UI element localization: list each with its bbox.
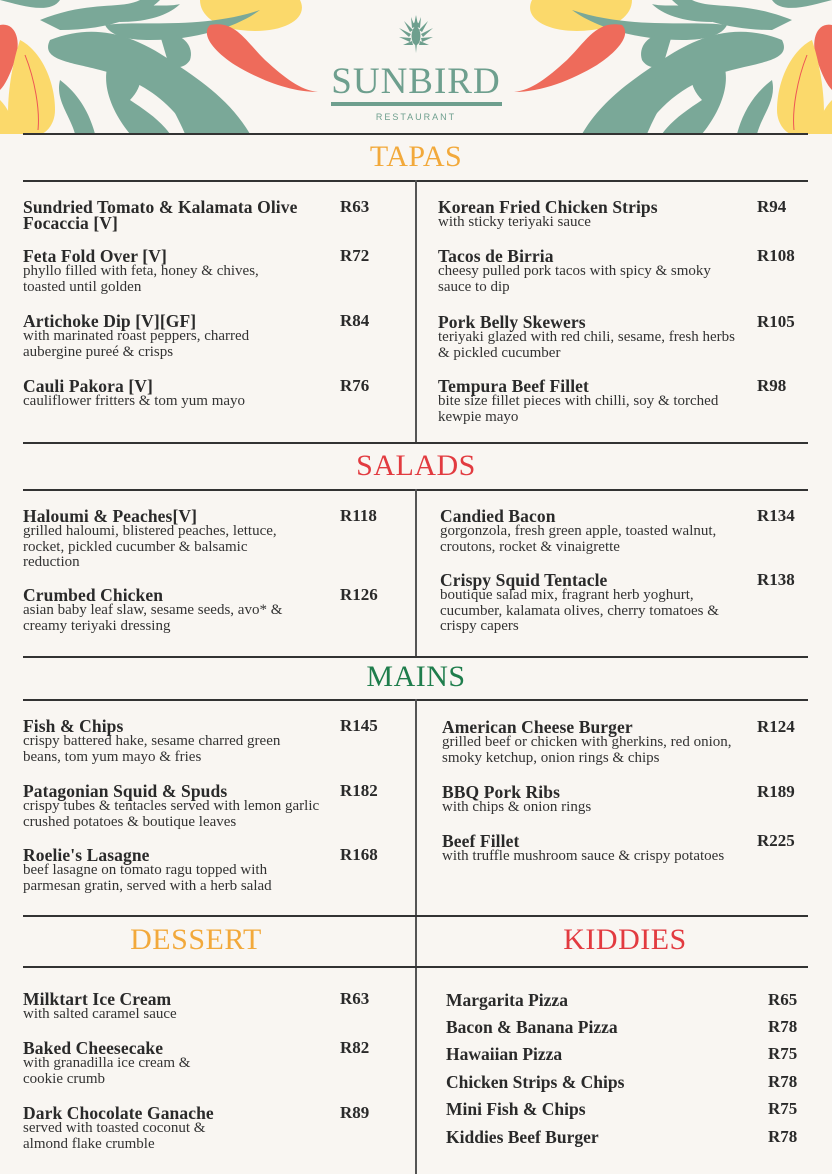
divider (23, 966, 808, 968)
item-description: with chips & onion rings (442, 799, 592, 815)
item-name: Baked Cheesecake (23, 1038, 164, 1058)
brand-subtitle: RESTAURANT (375, 112, 457, 122)
tapas-menu-item (438, 199, 658, 231)
item-description: beans, tom yum mayo & fries (23, 748, 202, 765)
item-description: almond flake crumble (23, 1135, 155, 1152)
divider (23, 133, 808, 135)
item-description: served with toasted coconut & (23, 1120, 206, 1136)
tapas-menu-item (23, 378, 245, 410)
item-description: boutique salad mix, fragrant herb yoghurt, (440, 587, 694, 603)
item-name: Roelie's Lasagne (23, 845, 150, 865)
item-name: Fish & Chips (23, 716, 124, 736)
salads-menu-item (23, 508, 277, 571)
brand-divider (331, 102, 502, 106)
dessert-menu-item (23, 991, 177, 1023)
kiddies-item-name: Chicken Strips & Chips (446, 1072, 625, 1092)
item-name: Candied Bacon (440, 506, 556, 526)
item-description: crispy capers (440, 618, 519, 635)
item-description: asian baby leaf slaw, sesame seeds, avo* & (23, 602, 283, 618)
item-description: phyllo filled with feta, honey & chives, (23, 263, 259, 279)
item-price: R98 (757, 376, 787, 395)
kiddies-item-price: R78 (768, 1072, 798, 1091)
item-price: R182 (340, 781, 378, 800)
item-description: crispy tubes & tentacles served with lemon garlic (23, 798, 320, 814)
section-title-mains: MAINS (366, 660, 466, 693)
item-name: Artichoke Dip [V][GF] (23, 311, 197, 331)
item-price: R105 (757, 312, 795, 331)
item-name-line2: Focaccia [V] (23, 213, 118, 233)
kiddies-item-name: Hawaiian Pizza (446, 1044, 563, 1064)
tapas-menu-item (438, 378, 718, 425)
item-name: Dark Chocolate Ganache (23, 1103, 214, 1123)
item-name: Tacos de Birria (438, 246, 554, 266)
tapas-menu-item (438, 314, 735, 361)
section-title-dessert: DESSERT (130, 923, 262, 956)
brand-name: SUNBIRD (331, 61, 501, 102)
item-description: grilled haloumi, blistered peaches, lettuce, (23, 523, 277, 539)
section-title-salads: SALADS (356, 449, 476, 482)
item-description: toasted until golden (23, 278, 142, 295)
item-price: R134 (757, 506, 795, 525)
item-name: Patagonian Squid & Spuds (23, 781, 228, 801)
item-description: bite size fillet pieces with chilli, soy & torched (438, 393, 719, 409)
item-price: R168 (340, 845, 378, 864)
kiddies-item-price: R65 (768, 990, 798, 1009)
item-description: with sticky teriyaki sauce (438, 214, 591, 230)
item-description: crushed potatoes & boutique leaves (23, 813, 237, 830)
divider (23, 656, 808, 658)
item-price: R124 (757, 717, 795, 736)
item-description: cauliflower fritters & tom yum mayo (23, 393, 246, 409)
kiddies-item-price: R78 (768, 1017, 798, 1036)
item-name: Haloumi & Peaches[V] (23, 506, 198, 526)
item-price: R63 (340, 989, 370, 1008)
section-title-kiddies: KIDDIES (563, 923, 687, 956)
item-name: Crispy Squid Tentacle (440, 570, 608, 590)
item-price: R138 (757, 570, 795, 589)
item-price: R82 (340, 1038, 370, 1057)
item-description: aubergine pureé & crisps (23, 343, 174, 360)
item-name: Korean Fried Chicken Strips (438, 197, 658, 217)
item-description: creamy teriyaki dressing (23, 617, 171, 634)
item-name: Sundried Tomato & Kalamata Olive (23, 197, 298, 217)
item-name: Beef Fillet (442, 831, 520, 851)
column-divider (415, 489, 417, 656)
item-description: gorgonzola, fresh green apple, toasted walnut, (440, 523, 717, 539)
tapas-menu-item (23, 248, 259, 295)
item-description: crispy battered hake, sesame charred green (23, 733, 281, 749)
item-price: R189 (757, 782, 795, 801)
item-price: R145 (340, 716, 378, 735)
mains-menu-item (442, 784, 591, 816)
item-description: cucumber, kalamata olives, cherry tomatoes & (440, 602, 719, 619)
item-description: smoky ketchup, onion rings & chips (442, 749, 660, 766)
item-price: R84 (340, 311, 370, 330)
item-price: R63 (340, 197, 370, 216)
salads-menu-item (23, 587, 282, 634)
item-description: reduction (23, 554, 80, 571)
item-name: Cauli Pakora [V] (23, 376, 153, 396)
section-title-tapas: TAPAS (369, 140, 463, 173)
item-description: with truffle mushroom sauce & crispy potatoes (442, 848, 725, 864)
mains-menu-item (442, 833, 724, 865)
item-description: beef lasagne on tomato ragu topped with (23, 862, 268, 878)
item-description: teriyaki glazed with red chili, sesame, fresh herbs (438, 329, 735, 345)
item-name: Milktart Ice Cream (23, 989, 172, 1009)
item-description: grilled beef or chicken with gherkins, red onion, (442, 734, 732, 750)
kiddies-item-price: R75 (768, 1044, 798, 1063)
item-name: Tempura Beef Fillet (438, 376, 589, 396)
kiddies-item-price: R78 (768, 1127, 798, 1146)
item-description: cookie crumb (23, 1070, 106, 1087)
item-name: Pork Belly Skewers (438, 312, 586, 332)
item-price: R72 (340, 246, 370, 265)
item-description: cheesy pulled pork tacos with spicy & smoky (438, 263, 711, 279)
item-price: R108 (757, 246, 795, 265)
mains-menu-item (23, 783, 319, 830)
item-description: rocket, pickled cucumber & balsamic (23, 538, 248, 555)
tapas-menu-item (23, 313, 249, 360)
dessert-menu-item (23, 1105, 214, 1152)
item-price: R89 (340, 1103, 370, 1122)
kiddies-item-name: Bacon & Banana Pizza (446, 1017, 618, 1037)
mains-menu-item (23, 847, 272, 894)
sunbird-logo-icon (399, 15, 433, 53)
divider (23, 915, 808, 917)
item-name: Feta Fold Over [V] (23, 246, 167, 266)
item-description: parmesan gratin, served with a herb salad (23, 877, 272, 894)
item-description: kewpie mayo (438, 408, 519, 425)
column-divider (415, 699, 417, 1174)
item-description: with salted caramel sauce (23, 1006, 177, 1022)
column-divider (415, 180, 417, 442)
item-price: R225 (757, 831, 795, 850)
salads-menu-item (440, 572, 719, 635)
item-name: BBQ Pork Ribs (442, 782, 560, 802)
item-price: R94 (757, 197, 787, 216)
item-name: American Cheese Burger (442, 717, 633, 737)
divider (23, 442, 808, 444)
item-price: R118 (340, 506, 377, 525)
item-description: with marinated roast peppers, charred (23, 328, 250, 344)
item-description: croutons, rocket & vinaigrette (440, 538, 620, 555)
mains-menu-item (442, 719, 732, 766)
tapas-menu-item (438, 248, 711, 295)
kiddies-item-price: R75 (768, 1099, 798, 1118)
item-name: Crumbed Chicken (23, 585, 164, 605)
kiddies-item-name: Margarita Pizza (446, 990, 568, 1010)
tapas-menu-item (23, 199, 297, 231)
header-banner (0, 0, 832, 134)
item-price: R76 (340, 376, 370, 395)
salads-menu-item (440, 508, 716, 555)
item-description: & pickled cucumber (438, 344, 561, 361)
dessert-menu-item (23, 1040, 190, 1087)
item-price: R126 (340, 585, 378, 604)
kiddies-item-name: Mini Fish & Chips (446, 1099, 586, 1119)
mains-menu-item (23, 718, 280, 765)
item-description: sauce to dip (438, 278, 510, 295)
item-description: with granadilla ice cream & (23, 1055, 191, 1071)
kiddies-item-name: Kiddies Beef Burger (446, 1127, 599, 1147)
